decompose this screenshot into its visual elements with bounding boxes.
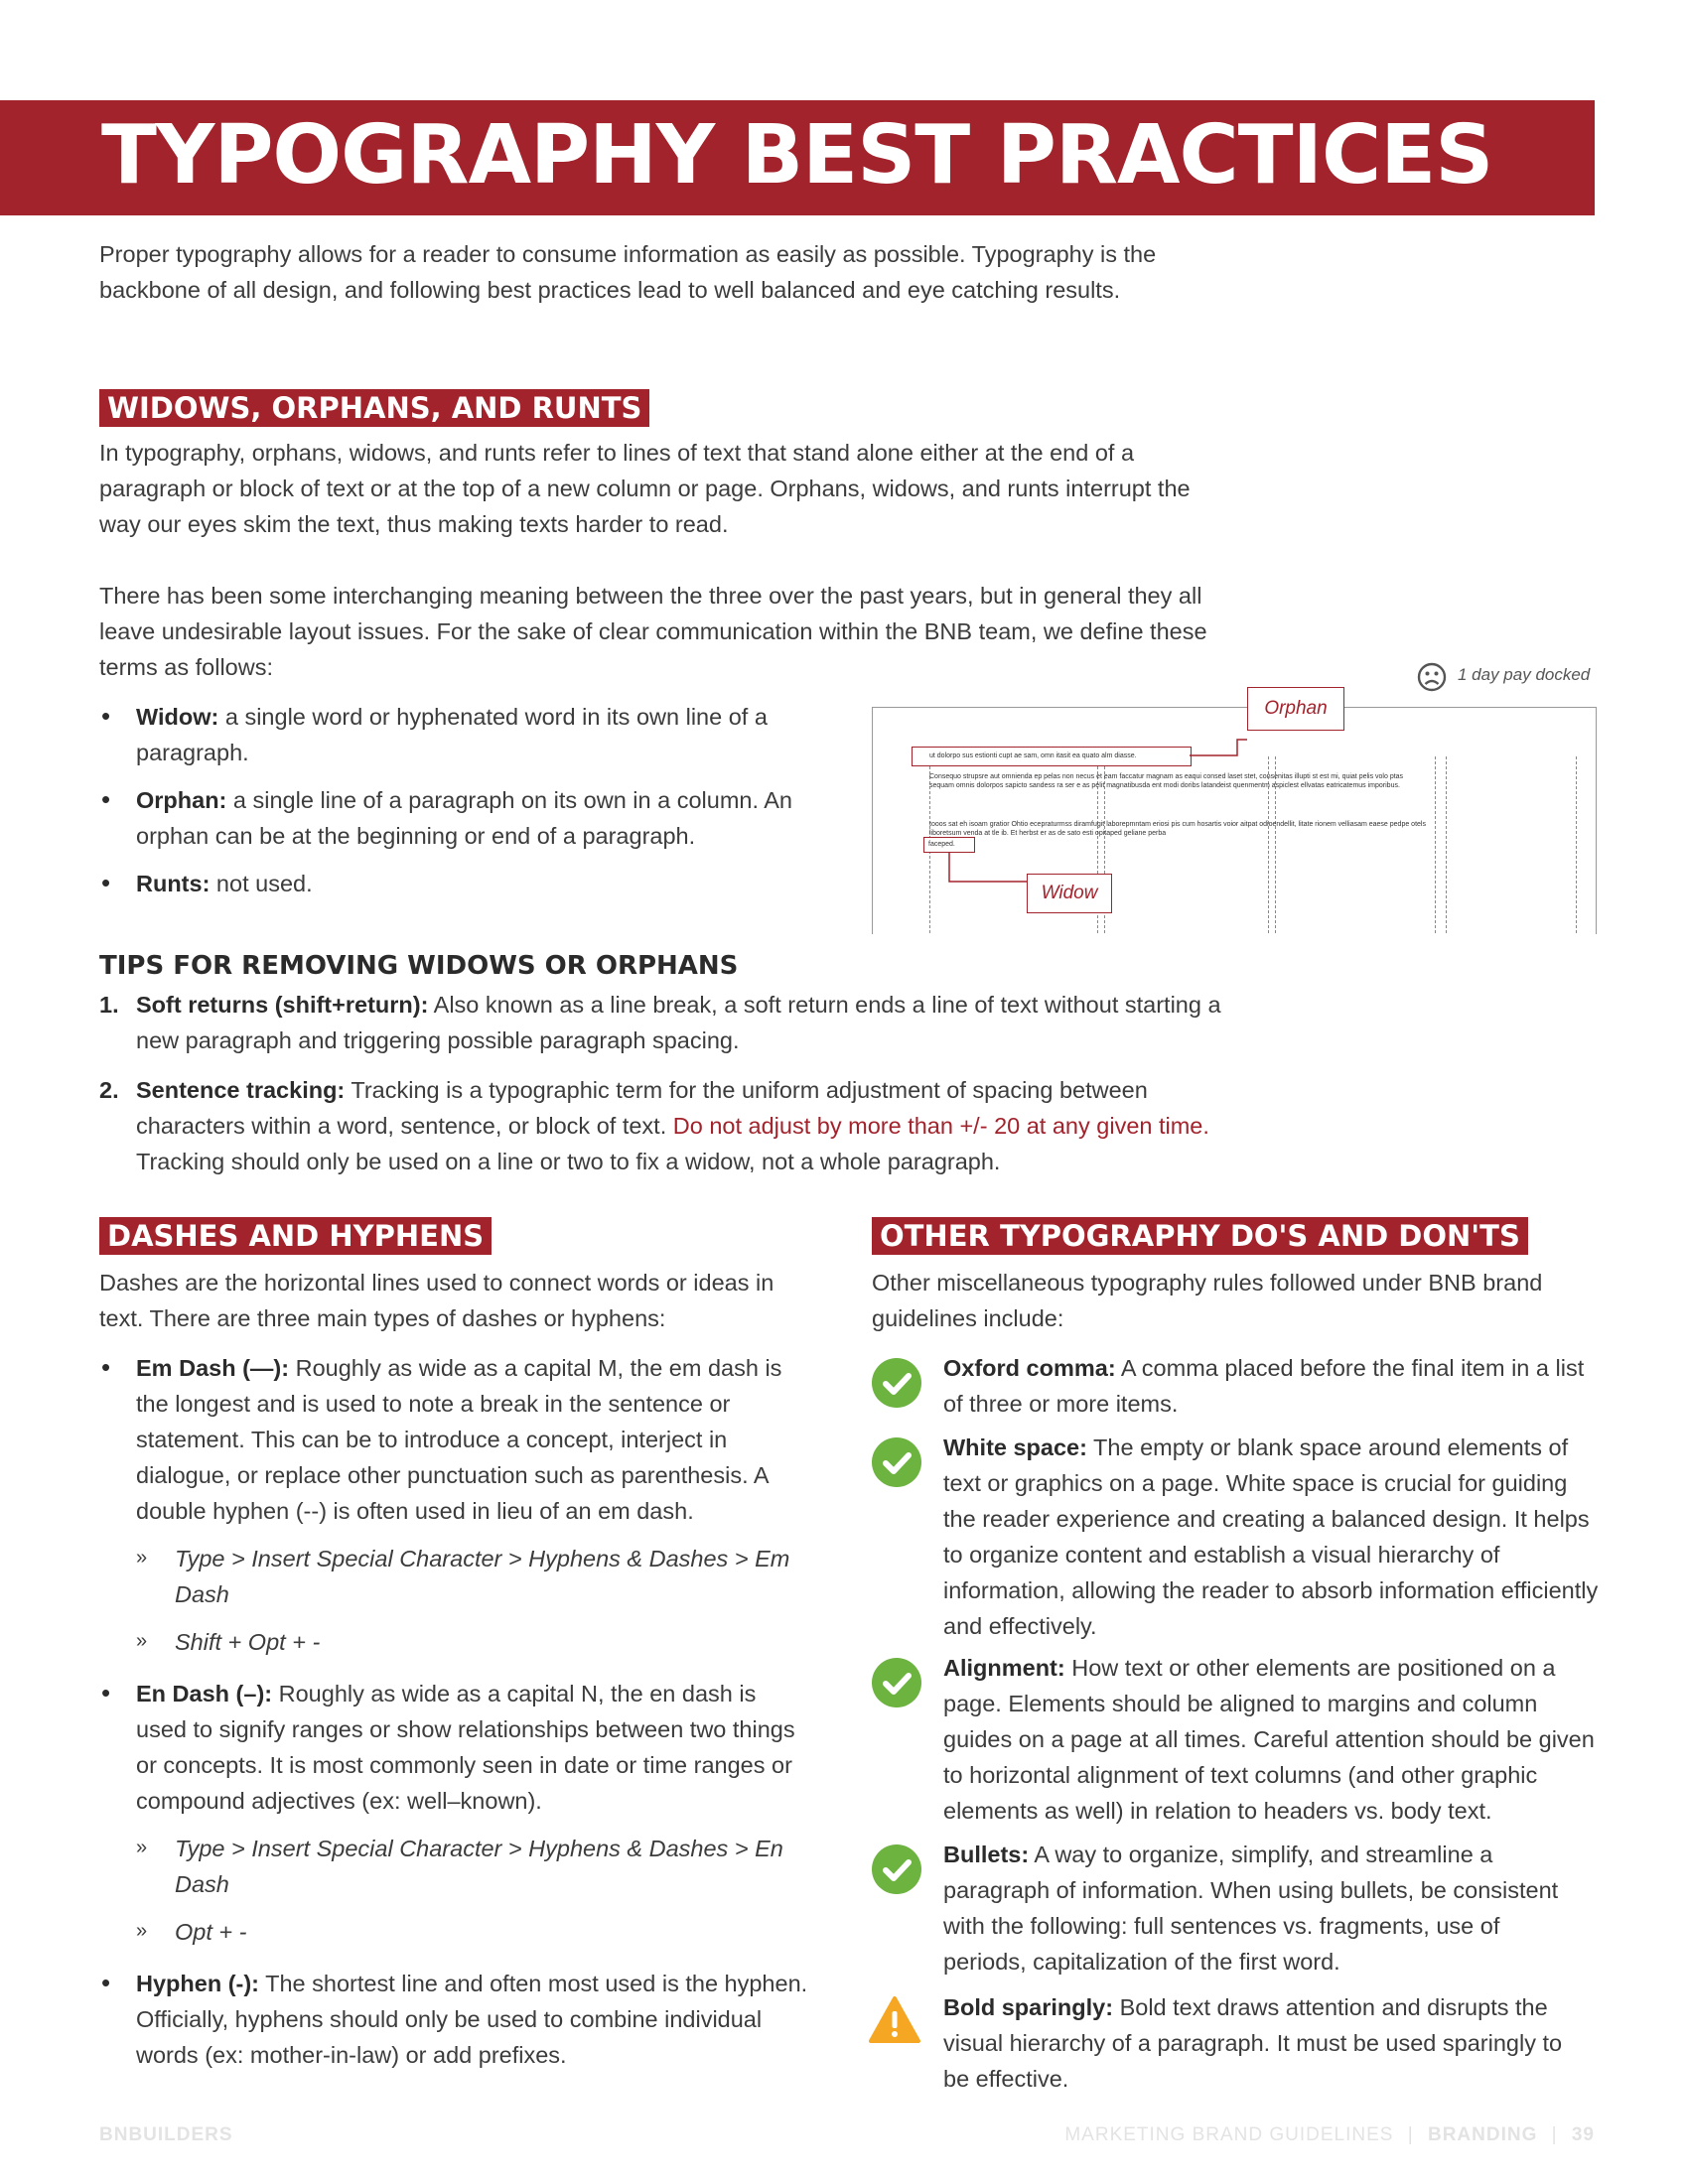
term-en-dash: En Dash (–):	[136, 1681, 273, 1706]
other-intro: Other miscellaneous typography rules followed under BNB brand guidelines include:	[872, 1270, 1543, 1331]
desc-tracking-b: Tracking should only be used on a line or two to fix a widow, not a whole paragraph.	[136, 1149, 1001, 1174]
en-dash-shortcut: Opt + -	[175, 1919, 247, 1945]
section-heading-other: OTHER TYPOGRAPHY DO'S AND DON'TS	[872, 1217, 1528, 1255]
sub-bullet-marker: »	[136, 1630, 148, 1652]
list-item-widow	[136, 699, 811, 770]
desc-em-dash: Roughly as wide as a capital M, the em dash is the longest and is used to note a break in the sentence or statement. This can be to introduce a concept, interject in dialogue, or replace other punctuation such as parenthesis. A double hyphen (--) is often used in lieu of an em dash.	[136, 1355, 782, 1524]
footer-doc-title: MARKETING BRAND GUIDELINES	[1064, 2124, 1394, 2145]
term-em-dash: Em Dash (—):	[136, 1355, 290, 1381]
rule-bold-sparingly	[943, 1989, 1579, 2097]
tip-soft-returns	[136, 987, 1228, 1058]
sub-bullet-marker: »	[136, 1837, 148, 1858]
intro-paragraph: Proper typography allows for a reader to consume information as easily as possible. Typography is the backbone of all design, and following best practices lead to well balanced and eye catching results.	[99, 241, 1157, 303]
tip-number: 1.	[99, 992, 119, 1018]
section-heading-dashes: DASHES AND HYPHENS	[99, 1217, 492, 1255]
widows-paragraph-1: In typography, orphans, widows, and runts refer to lines of text that stand alone either at the end of a paragraph or block of text or at the top of a new column or page. Orphans, widows, and runts interrupt the way our eyes skim the text, thus making texts harder to read.	[99, 440, 1191, 537]
en-dash-menu-path: Type > Insert Special Character > Hyphens & Dashes > En Dash	[175, 1836, 783, 1897]
rule-oxford-comma	[943, 1350, 1599, 1422]
desc-orphan: a single line of a paragraph on its own in a column. An orphan can be at the beginning or end of a paragraph.	[136, 787, 792, 849]
bullet-marker: •	[101, 1968, 111, 1997]
widow-word: faceped.	[928, 841, 955, 848]
rule-alignment	[943, 1650, 1599, 1829]
widows-paragraph-2: There has been some interchanging meaning between the three over the past years, but in general they all leave undesirable layout issues. For the sake of clear communication within the BNB team, we define these terms as follows:	[99, 583, 1207, 680]
check-icon	[872, 1358, 921, 1408]
check-icon	[872, 1844, 921, 1894]
desc-en-dash: Roughly as wide as a capital N, the en dash is used to signify ranges or show relationships between two things or concepts. It is most commonly seen in date or time ranges or compound adjectives (ex: well–known).	[136, 1681, 795, 1814]
tip-number: 2.	[99, 1077, 119, 1103]
desc-bullets: A way to organize, simplify, and streamline a paragraph of information. When using bullets, be consistent with the following: full sentences vs. fragments, use of periods, capitalization of the first word.	[943, 1842, 1559, 1975]
bullet-marker: •	[101, 1352, 111, 1382]
bullet-marker: •	[101, 701, 111, 731]
rule-bullets	[943, 1837, 1579, 1979]
term-widow: Widow:	[136, 704, 219, 730]
footer-nav	[1064, 2124, 1595, 2146]
term-soft-returns: Soft returns (shift+return):	[136, 992, 429, 1018]
rule-white-space	[943, 1430, 1599, 1644]
check-icon	[872, 1658, 921, 1707]
tips-heading: TIPS FOR REMOVING WIDOWS OR ORPHANS	[99, 951, 739, 981]
illustration-note: 1 day pay docked	[1458, 665, 1591, 684]
tracking-warning: Do not adjust by more than +/- 20 at any given time.	[672, 1113, 1209, 1139]
sample-paragraph-a: Consequo strupsre aut omnienda ep pelas non necus et eam faccatur magnam as eaqui consed laset stet, consenitas illupti st est mi, quiat pelis volo ptas sequam omnis dolorpos sapicto sandess ra ser e as pelit magnatibusda ent modi doribs latandeist quenmentm aspiclest ellvatas eatricatemus imporibus.	[929, 773, 1404, 789]
orphan-callout: Orphan	[1247, 687, 1344, 731]
tip-sentence-tracking	[136, 1072, 1228, 1179]
page-number: 39	[1571, 2124, 1595, 2145]
em-dash-shortcut: Shift + Opt + -	[175, 1629, 321, 1655]
em-dash-menu-path: Type > Insert Special Character > Hyphens & Dashes > Em Dash	[175, 1546, 790, 1607]
warning-icon	[868, 1995, 921, 2045]
term-alignment: Alignment:	[943, 1655, 1065, 1681]
term-white-space: White space:	[943, 1434, 1087, 1460]
desc-runts: not used.	[210, 871, 313, 896]
desc-white-space: The empty or blank space around elements of text or graphics on a page. White space is crucial for guiding the reader experience and creating a balanced design. It helps to organize content and establish a visual hierarchy of information, allowing the reader to absorb information efficiently and effectively.	[943, 1434, 1599, 1639]
term-sentence-tracking: Sentence tracking:	[136, 1077, 346, 1103]
list-item-runts	[136, 866, 811, 901]
section-heading-widows: WIDOWS, ORPHANS, AND RUNTS	[99, 389, 649, 427]
sub-bullet-marker: »	[136, 1547, 148, 1569]
desc-bold-sparingly: Bold text draws attention and disrupts the visual hierarchy of a paragraph. It must be used sparingly to be effective.	[943, 1994, 1563, 2092]
footer-company: BNBUILDERS	[99, 2124, 233, 2145]
desc-alignment: How text or other elements are positioned on a page. Elements should be aligned to margins and column guides on a page at all times. Careful attention should be given to horizontal alignment of text columns (and other graphic elements as well) in relation to headers vs. body text.	[943, 1655, 1595, 1824]
desc-widow: a single word or hyphenated word in its own line of a paragraph.	[136, 704, 768, 765]
term-oxford-comma: Oxford comma:	[943, 1355, 1116, 1381]
desc-hyphen: The shortest line and often most used is the hyphen. Officially, hyphens should only be used to combine individual words (ex: mother-in-law) or add prefixes.	[136, 1971, 808, 2068]
footer-separator: |	[1407, 2124, 1414, 2145]
bullet-marker: •	[101, 868, 111, 897]
callout-leaders	[872, 661, 1597, 933]
term-bold-sparingly: Bold sparingly:	[943, 1994, 1114, 2020]
desc-tracking-a: Tracking is a typographic term for the uniform adjustment of spacing between characters within a word, sentence, or block of text.	[136, 1077, 1148, 1139]
footer-section: BRANDING	[1427, 2124, 1538, 2145]
term-runts: Runts:	[136, 871, 211, 896]
desc-oxford-comma: A comma placed before the final item in a list of three or more items.	[943, 1355, 1585, 1417]
term-orphan: Orphan:	[136, 787, 227, 813]
term-bullets: Bullets:	[943, 1842, 1030, 1867]
footer-separator: |	[1551, 2124, 1558, 2145]
desc-soft-returns: Also known as a line break, a soft return ends a line of text without starting a new paragraph and triggering possible paragraph spacing.	[136, 992, 1221, 1053]
widow-orphan-illustration	[872, 661, 1597, 933]
orphan-line: ut dolorpo sus estionti cupt ae sam, omn itasit ea quato alm diasse.	[929, 752, 1137, 759]
list-item-orphan	[136, 782, 821, 854]
bullet-marker: •	[101, 784, 111, 814]
sample-paragraph-b: tooos sat eh isoam gratior Ohtio ecepraturmss diramfugit laborepmntam eriosi pis cum hosartis voior aitpat odioendellit, litate rionem velliasam eaese pedpe otels liboretsum venda at tle ib. Et herbst er as de sato esti opitaped geliane perba	[929, 821, 1426, 837]
page-title: TYPOGRAPHY BEST PRACTICES	[101, 108, 1493, 203]
list-item-em-dash	[136, 1350, 811, 1529]
list-item-hyphen	[136, 1966, 811, 2073]
term-hyphen: Hyphen (-):	[136, 1971, 260, 1996]
title-banner	[0, 100, 1595, 215]
check-icon	[872, 1437, 921, 1487]
dashes-intro: Dashes are the horizontal lines used to connect words or ideas in text. There are three main types of dashes or hyphens:	[99, 1270, 774, 1331]
widow-callout: Widow	[1027, 874, 1112, 913]
sub-bullet-marker: »	[136, 1920, 148, 1942]
bullet-marker: •	[101, 1678, 111, 1707]
list-item-en-dash	[136, 1676, 811, 1819]
